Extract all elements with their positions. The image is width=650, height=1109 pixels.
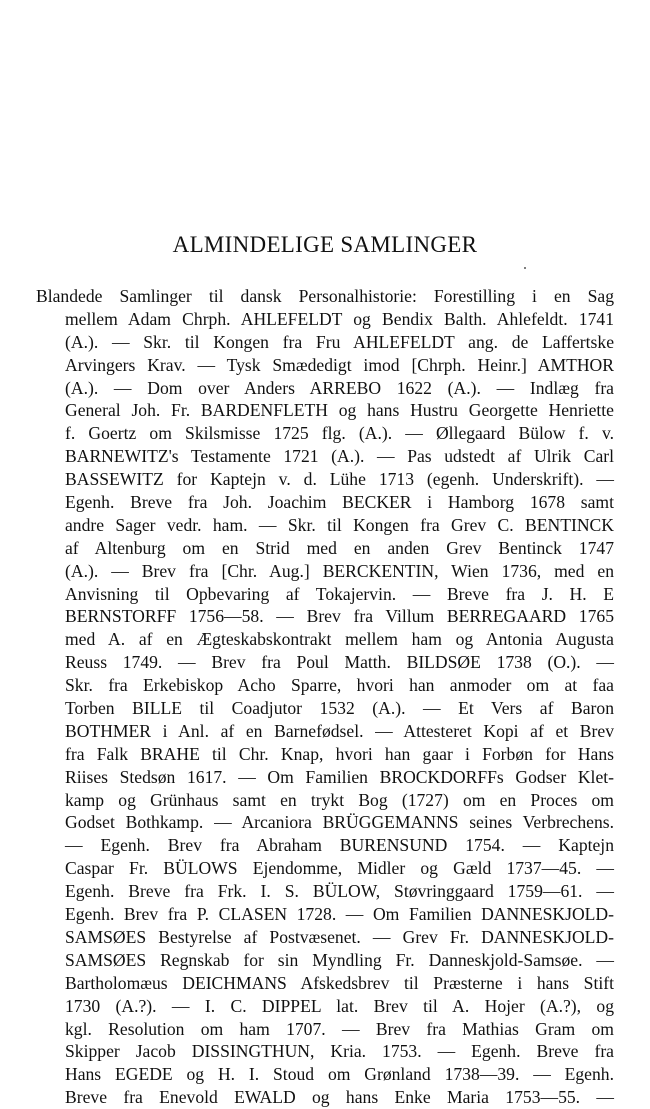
text-line: (A.). — Dom over Anders ARREBO 1622 (A.). — Indlæg fra — [65, 377, 614, 398]
text-line: Reuss 1749. — Brev fra Poul Matth. BILDSØE 1738 (O.). — — [65, 652, 614, 673]
body-paragraph — [36, 285, 614, 1109]
text-line: BASSEWITZ for Kaptejn v. d. Lühe 1713 (egenh. Underskrift). — — [65, 469, 614, 490]
text-line: Anvisning til Opbevaring af Tokajervin. — Breve fra J. H. E — [65, 583, 614, 604]
text-line: BERNSTORFF 1756—58. — Brev fra Villum BERREGAARD 1765 — [65, 606, 614, 627]
text-line: BARNEWITZ's Testamente 1721 (A.). — Pas udstedt af Ulrik Carl — [65, 446, 614, 467]
text-line: f. Goertz om Skilsmisse 1725 flg. (A.). — Øllegaard Bülow f. v. — [65, 423, 614, 444]
text-line: Torben BILLE til Coadjutor 1532 (A.). — Et Vers af Baron — [65, 698, 614, 719]
text-line: Skr. fra Erkebiskop Acho Sparre, hvori han anmoder om at faa — [65, 675, 614, 696]
text-line: Godset Bothkamp. — Arcaniora BRÜGGEMANNS seines Verbrechens. — [65, 812, 614, 833]
text-line: 1730 (A.?). — I. C. DIPPEL lat. Brev til A. Hojer (A.?), og — [65, 995, 614, 1016]
page-title: ALMINDELIGE SAMLINGER — [172, 232, 478, 257]
text-line: Blandede Samlinger til dansk Personalhistorie: Forestilling i en Sag — [36, 286, 614, 306]
text-line: — Egenh. Brev fra Abraham BURENSUND 1754. — Kaptejn — [65, 835, 614, 856]
text-line: Breve fra Enevold EWALD og hans Enke Maria 1753—55. — — [65, 1087, 614, 1108]
text-line: kamp og Grünhaus samt en trykt Bog (1727) om en Proces om — [65, 789, 614, 810]
text-line: mellem Adam Chrph. AHLEFELDT og Bendix Balth. Ahlefeldt. 1741 — [65, 308, 614, 329]
text-line: kgl. Resolution om ham 1707. — Brev fra Mathias Gram om — [65, 1018, 614, 1039]
text-line: SAMSØES Regnskab for sin Myndling Fr. Danneskjold-Samsøe. — — [65, 949, 614, 970]
text-line: Bartholomæus DEICHMANS Afskedsbrev til Præsterne i hans Stift — [65, 972, 614, 993]
text-line: Egenh. Breve fra Frk. I. S. BÜLOW, Støvringgaard 1759—61. — — [65, 881, 614, 902]
text-line: Egenh. Breve fra Joh. Joachim BECKER i Hamborg 1678 samt — [65, 492, 614, 513]
text-line: Hans EGEDE og H. I. Stoud om Grønland 1738—39. — Egenh. — [65, 1064, 614, 1085]
text-line: SAMSØES Bestyrelse af Postvæsenet. — Grev Fr. DANNESKJOLD- — [65, 926, 614, 947]
text-line: Arvingers Krav. — Tysk Smædedigt imod [Chrph. Heinr.] AMTHOR — [65, 354, 614, 375]
text-line: Egenh. Brev fra P. CLASEN 1728. — Om Familien DANNESKJOLD- — [65, 904, 614, 925]
print-speck — [524, 267, 526, 269]
text-line: med A. af en Ægteskabskontrakt mellem ham og Antonia Augusta — [65, 629, 614, 650]
text-line: (A.). — Skr. til Kongen fra Fru AHLEFELDT ang. de Laffertske — [65, 331, 614, 352]
text-line: af Altenburg om en Strid med en anden Grev Bentinck 1747 — [65, 537, 614, 558]
text-line: BOTHMER i Anl. af en Barnefødsel. — Attesteret Kopi af et Brev — [65, 720, 614, 741]
text-line: General Joh. Fr. BARDENFLETH og hans Hustru Georgette Henriette — [65, 400, 614, 421]
text-line: Skipper Jacob DISSINGTHUN, Kria. 1753. — Egenh. Breve fra — [65, 1041, 614, 1062]
text-line: andre Sager vedr. ham. — Skr. til Kongen fra Grev C. BENTINCK — [65, 514, 614, 535]
text-line: Riises Stedsøn 1617. — Om Familien BROCKDORFFs Godser Klet- — [65, 766, 614, 787]
text-line: (A.). — Brev fra [Chr. Aug.] BERCKENTIN, Wien 1736, med en — [65, 560, 614, 581]
text-line: fra Falk BRAHE til Chr. Knap, hvori han gaar i Forbøn for Hans — [65, 743, 614, 764]
text-line: Caspar Fr. BÜLOWS Ejendomme, Midler og Gæld 1737—45. — — [65, 858, 614, 879]
